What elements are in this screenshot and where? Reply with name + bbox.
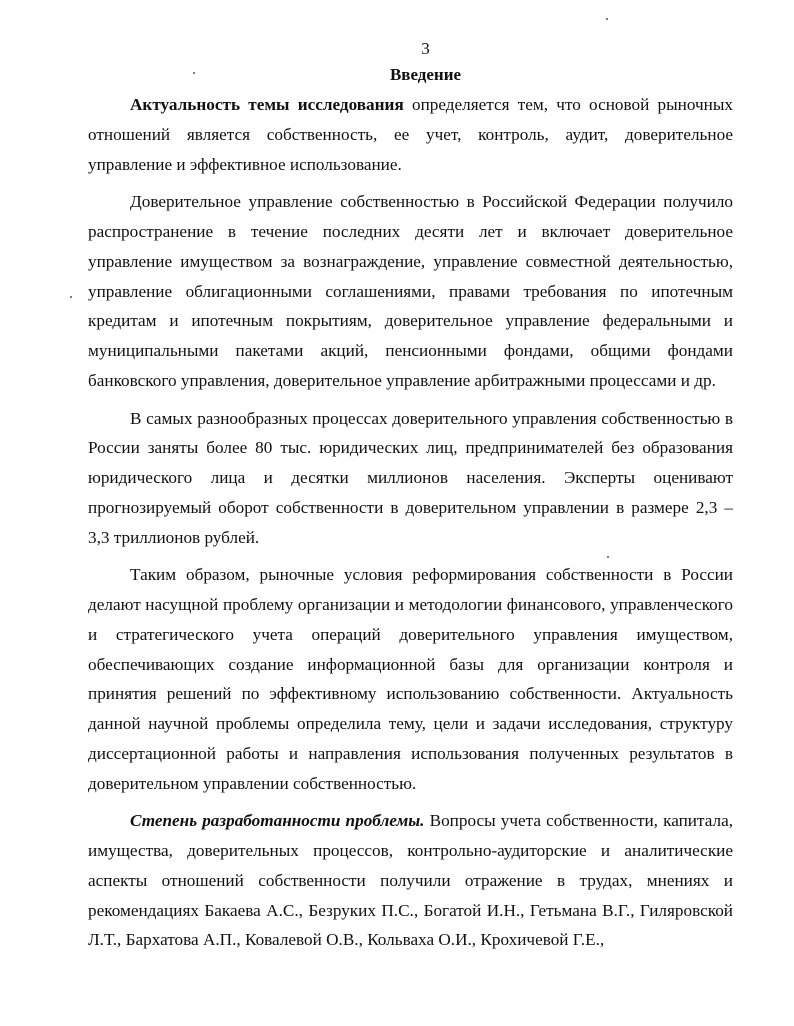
paragraph-degree-of-development [88, 806, 733, 955]
scan-speck [193, 72, 195, 74]
scan-speck [607, 556, 609, 558]
document-page [88, 38, 733, 955]
paragraph-text: Вопросы учета собственности, капитала, имущества, доверительных процессов, контрольно-аудиторские и аналитические аспекты отношений собственности получили отражение в трудах, мнениях и рекомендациях Бакаева А.С., Безруких П.С., Богатой И.Н., Гетьмана В.Г., Гиляровской Л.Т., Бархатова А.П., Ковалевой О.В., Кольваха О.И., Крохичевой Г.Е., [88, 811, 733, 950]
scan-speck [70, 296, 72, 298]
paragraph-text: В самых разнообразных процессах доверительного управления собственностью в России заняты более 80 тыс. юридических лиц, предпринимателей без образования юридического лица и десятки миллионов населения. Эксперты оценивают прогнозируемый оборот собственности в доверительном управлении в размере 2,3 – 3,3 триллионов рублей. [88, 408, 733, 547]
paragraph-trust-management [88, 187, 733, 395]
page-number: 3 [421, 39, 430, 58]
paragraph-conclusion [88, 560, 733, 798]
paragraph-text: Таким образом, рыночные условия реформирования собственности в России делают насущной проблему организации и методологии финансового, управленческого и стратегического учета операций доверительного управления имуществом, обеспечивающих создание информационной базы для организации контроля и принятия решений по эффективному использованию собственности. Актуальность данной научной проблемы определила тему, цели и задачи исследования, структуру диссертационной работы и направления использования полученных результатов в доверительном управлении собственностью. [88, 565, 733, 793]
scan-speck [606, 18, 608, 20]
paragraph-text: определяется тем, что основой рыночных отношений является собственность, ее учет, контроль, аудит, доверительное управление и эффективное использование. [88, 95, 733, 174]
paragraph-lead: Актуальность темы исследования [130, 95, 404, 114]
paragraph-participants [88, 404, 733, 553]
paragraph-relevance [88, 90, 733, 179]
paragraph-lead: Степень разработанности проблемы. [130, 811, 425, 831]
paragraph-text: Доверительное управление собственностью в Российской Федерации получило распространение в течение последних десяти лет и включает доверительное управление имуществом за вознаграждение, управление совместной деятельностью, управление облигационными соглашениями, правами требования по ипотечным кредитам и ипотечным покрытиям, доверительное управление федеральными и муниципальными пакетами акций, пенсионными фондами, общими фондами банковского управления, доверительное управление арбитражными процессами и др. [88, 192, 733, 390]
section-title: Введение [389, 65, 462, 84]
